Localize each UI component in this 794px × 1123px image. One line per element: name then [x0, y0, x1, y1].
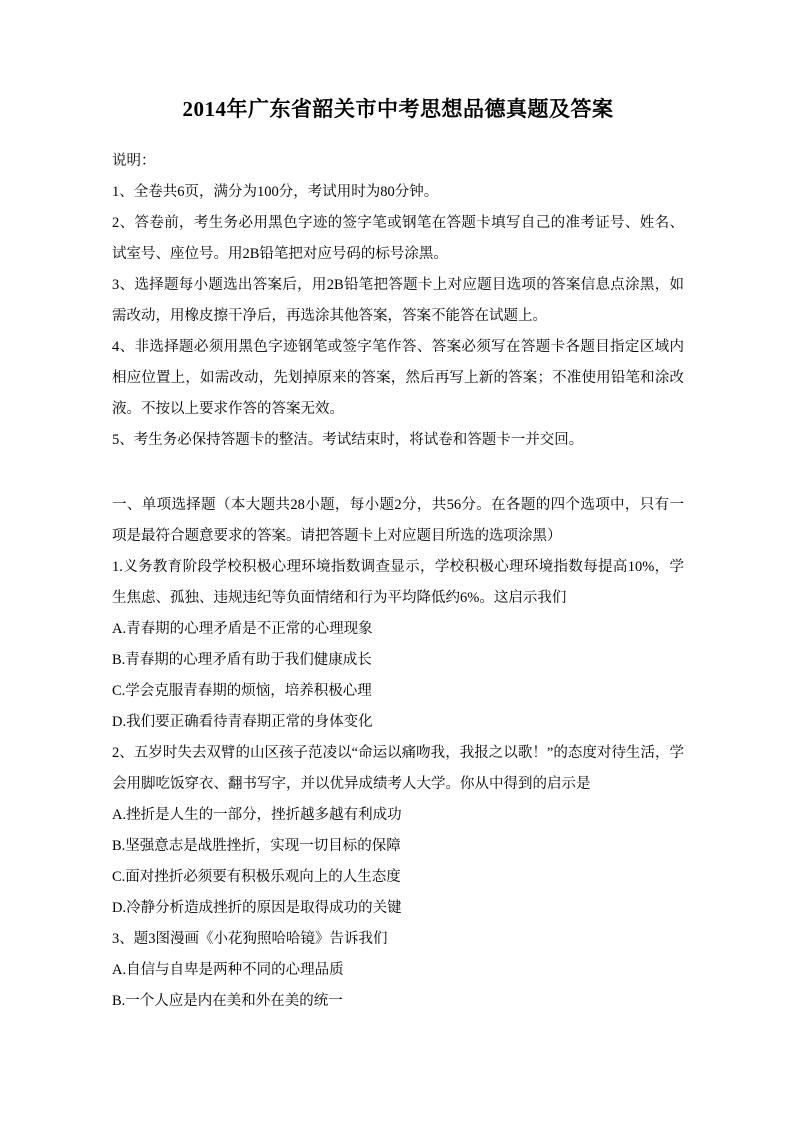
section-heading: 一、单项选择题（本大题共28小题，每小题2分，共56分。在各题的四个选项中，只有一项是最符合题意要求的答案。请把答题卡上对应题目所选的选项涂黑） [112, 497, 684, 544]
document-title: 2014年广东省韶关市中考思想品德真题及答案 [182, 97, 614, 121]
question-2-stem: 2、五岁时失去双臂的山区孩子范凌以“命运以痛吻我，我报之以歌！”的态度对待生活，学会用脚吃饭穿衣、翻书写字，并以优异成绩考人大学。你从中得到的启示是 [112, 745, 684, 792]
instruction-item-3: 3、选择题每小题选出答案后，用2B铅笔把答题卡上对应题目选项的答案信息点涂黑，如需改动，用橡皮擦干净后，再选涂其他答案，答案不能答在试题上。 [112, 277, 684, 324]
instruction-item-1: 1、全卷共6页，满分为100分，考试用时为80分钟。 [112, 184, 439, 200]
question-3-stem: 3、题3图漫画《小花狗照哈哈镜》告诉我们 [112, 931, 388, 947]
instruction-item-5: 5、考生务必保持答题卡的整洁。考试结束时，将试卷和答题卡一并交回。 [112, 432, 584, 448]
question-1-option-c: C.学会克服青春期的烦恼，培养积极心理 [112, 683, 372, 699]
question-2-option-b: B.坚强意志是战胜挫折，实现一切目标的保障 [112, 838, 401, 854]
question-1-option-b: B.青春期的心理矛盾有助于我们健康成长 [112, 652, 372, 668]
question-2-option-d: D.冷静分析造成挫折的原因是取得成功的关键 [112, 900, 402, 916]
question-2-option-c: C.面对挫折必须要有积极乐观向上的人生态度 [112, 869, 401, 885]
instruction-item-4: 4、非选择题必须用黑色字迹钢笔或签字笔作答、答案必须写在答题卡各题目指定区域内相应位置上，如需改动，先划掉原来的答案，然后再写上新的答案；不准使用铅笔和涂改液。不按以上要求作答的答案无效。 [112, 339, 684, 417]
instructions-heading: 说明： [112, 153, 156, 169]
instruction-item-2: 2、答卷前，考生务必用黑色字迹的签字笔或钢笔在答题卡填写自己的准考证号、姓名、试室号、座位号。用2B铅笔把对应号码的标号涂黑。 [112, 215, 684, 262]
blank-line [112, 456, 684, 490]
question-1-option-a: A.青春期的心理矛盾是不正常的心理现象 [112, 621, 373, 637]
question-3-option-b: B.一个人应是内在美和外在美的统一 [112, 993, 343, 1009]
question-2-option-a: A.挫折是人生的一部分，挫折越多越有利成功 [112, 807, 402, 823]
question-1-stem: 1.义务教育阶段学校积极心理环境指数调查显示，学校积极心理环境指数每提高10%，学生焦虑、孤独、违规违纪等负面情绪和行为平均降低约6%。这启示我们 [112, 559, 684, 606]
question-3-option-a: A.自信与自卑是两种不同的心理品质 [112, 962, 344, 978]
question-1-option-d: D.我们要正确看待青春期正常的身体变化 [112, 714, 373, 730]
